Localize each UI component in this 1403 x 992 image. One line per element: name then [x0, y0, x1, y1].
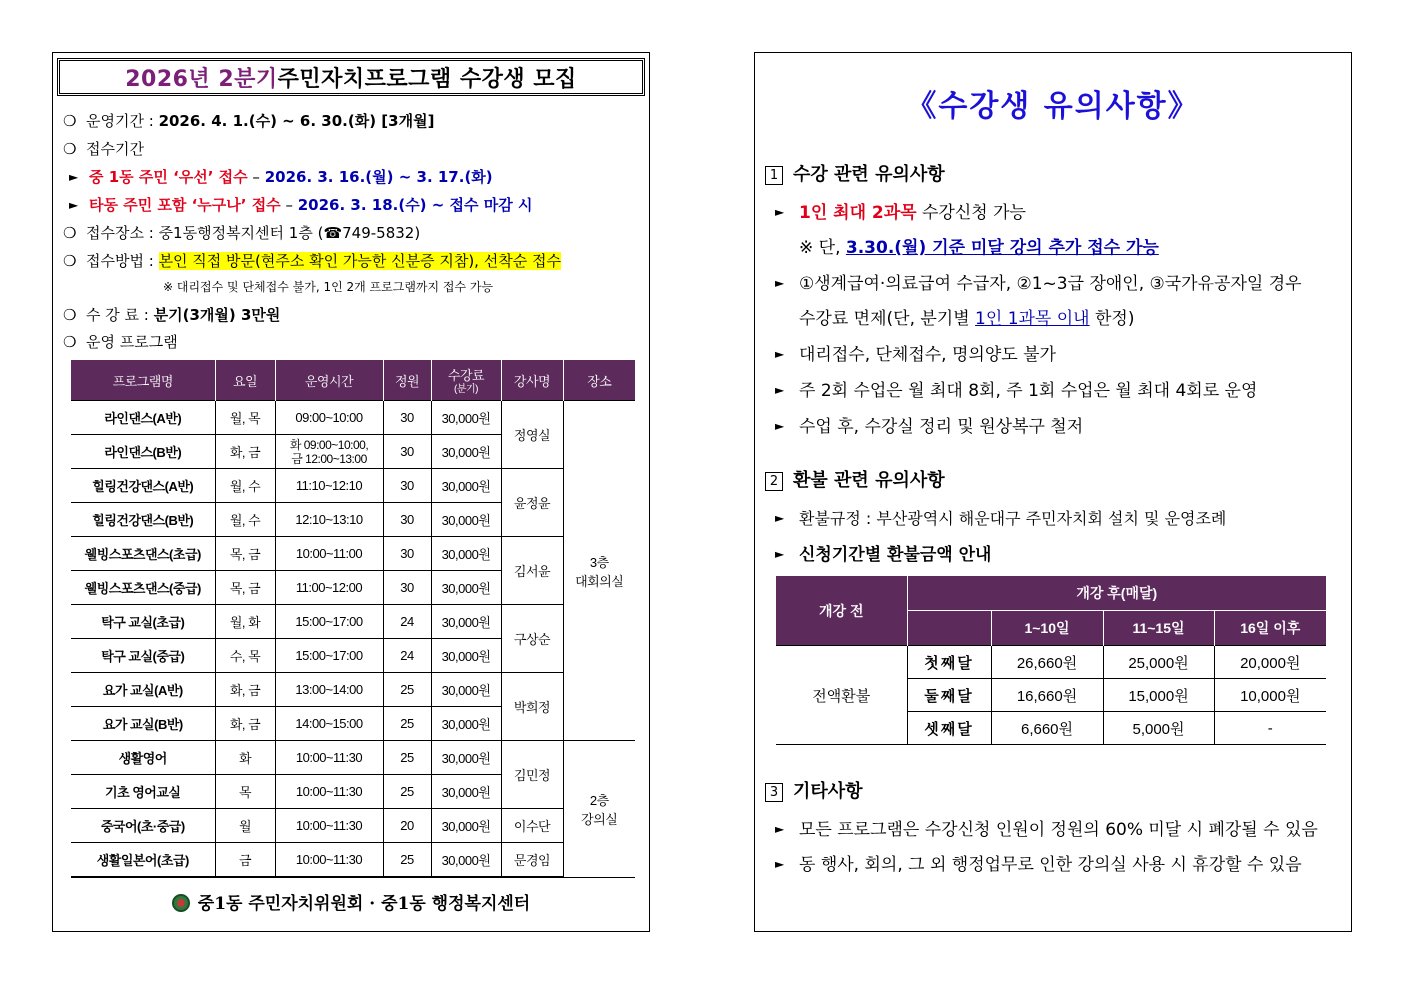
- bullet-icon: ❍: [63, 140, 77, 158]
- program-teacher: 정영실: [501, 401, 563, 469]
- col-capacity: 정원: [383, 360, 431, 401]
- arrow-icon: ►: [775, 347, 785, 361]
- program-capacity: 20: [383, 809, 431, 843]
- program-teacher: 윤정윤: [501, 469, 563, 537]
- section-title: 기타사항: [793, 781, 863, 802]
- refund-amount: 20,000원: [1214, 646, 1326, 679]
- exemption-targets: ①생계급여·의료급여 수급자, ②1~3급 장애인, ③국가유공자일 경우: [799, 274, 1302, 294]
- refund-header-row: [776, 576, 1326, 611]
- program-teacher: 문경임: [501, 843, 563, 878]
- col-time: 운영시간: [275, 360, 383, 401]
- place-value: 중1동행정복지센터 1층 (☎749-5832): [158, 224, 421, 242]
- refund-amount: -: [1214, 712, 1326, 745]
- organizer-text: 중1동 주민자치위원회 · 중1동 행정복지센터: [197, 894, 531, 914]
- program-time: 15:00~17:00: [275, 605, 383, 639]
- refund-month: 셋째달: [907, 712, 991, 745]
- program-capacity: 30: [383, 571, 431, 605]
- period-label: 운영기간 :: [86, 112, 159, 130]
- program-time: 10:00~11:30: [275, 843, 383, 878]
- program-day: 월, 수: [215, 469, 275, 503]
- reception-anyone: 타동 주민 포함 ‘누구나’ 접수: [89, 196, 281, 214]
- reception-anyone-date: 2026. 3. 18.(수) ~ 접수 마감 시: [297, 196, 533, 214]
- program-fee: 30,000원: [431, 605, 501, 639]
- section-3-item: [775, 815, 1318, 840]
- program-time: 11:10~12:10: [275, 469, 383, 503]
- col-fee: [431, 360, 501, 401]
- arrow-icon: ►: [69, 170, 79, 184]
- max-subjects-rest: 수강신청 가능: [916, 203, 1026, 223]
- table-row: [71, 741, 635, 775]
- program-time: 10:00~11:30: [275, 775, 383, 809]
- district-emblem-icon: [172, 894, 190, 912]
- bullet-icon: ❍: [63, 112, 77, 130]
- program-name: 웰빙스포츠댄스(초급): [71, 537, 215, 571]
- program-capacity: 30: [383, 537, 431, 571]
- place-line1: 3층: [589, 554, 609, 570]
- program-time: 10:00~11:30: [275, 741, 383, 775]
- table-row: [776, 646, 1326, 679]
- operation-period: [63, 110, 434, 131]
- bullet-icon: ❍: [63, 252, 77, 270]
- section-1-note: [799, 233, 1159, 258]
- section-title: 환불 관련 유의사항: [793, 470, 945, 491]
- arrow-icon: ►: [775, 857, 785, 871]
- program-name: 기초 영어교실: [71, 775, 215, 809]
- program-capacity: 25: [383, 707, 431, 741]
- program-fee: 30,000원: [431, 571, 501, 605]
- program-teacher: 이수단: [501, 809, 563, 843]
- program-day: 금: [215, 843, 275, 878]
- col-place: 장소: [563, 360, 635, 401]
- exemption-prefix: 수강료 면제(단, 분기별: [799, 309, 976, 329]
- program-fee: 30,000원: [431, 775, 501, 809]
- program-capacity: 30: [383, 469, 431, 503]
- table-row: [71, 401, 635, 435]
- program-table: [71, 360, 635, 878]
- item-text: 대리접수, 단체접수, 명의양도 불가: [799, 345, 1056, 365]
- max-subjects: 1인 최대 2과목: [799, 203, 917, 223]
- program-name: 생활영어: [71, 741, 215, 775]
- program-place: [563, 401, 635, 741]
- program-day: 월: [215, 809, 275, 843]
- title-main: 주민자치프로그램 수강생 모집: [277, 66, 577, 92]
- fee-info: [63, 304, 280, 325]
- program-time: 13:00~14:00: [275, 673, 383, 707]
- table-row: [71, 605, 635, 639]
- programs-label: 운영 프로그램: [86, 333, 178, 351]
- section-number: 3: [765, 783, 783, 802]
- title-quarter: 2026년 2분기: [125, 66, 278, 92]
- program-time: 12:10~13:10: [275, 503, 383, 537]
- reception-priority-date: 2026. 3. 16.(월) ~ 3. 17.(화): [264, 168, 493, 186]
- item-text: 환불규정 : 부산광역시 해운대구 주민자치회 설치 및 운영조례: [799, 509, 1227, 528]
- program-time: 15:00~17:00: [275, 639, 383, 673]
- program-fee: 30,000원: [431, 503, 501, 537]
- program-day: 목: [215, 775, 275, 809]
- program-fee: 30,000원: [431, 673, 501, 707]
- recruitment-notice-panel: [52, 52, 650, 932]
- program-name: 생활일본어(초급): [71, 843, 215, 878]
- notice-heading: 《수강생 유의사항》: [906, 89, 1200, 124]
- col-after-start: 개강 후(매달): [907, 576, 1326, 611]
- program-name: 라인댄스(B반): [71, 435, 215, 469]
- exemption-suffix: 한정): [1089, 309, 1135, 329]
- col-day-16-after: 16일 이후: [1214, 611, 1326, 646]
- section-1-item: [775, 198, 1026, 223]
- item-text: 모든 프로그램은 수강신청 인원이 정원의 60% 미달 시 폐강될 수 있음: [799, 820, 1318, 840]
- program-time: 10:00~11:30: [275, 809, 383, 843]
- method-label: 접수방법 :: [86, 252, 159, 270]
- refund-amount: 26,660원: [991, 646, 1103, 679]
- section-1-item: [775, 269, 1302, 294]
- arrow-icon: ►: [775, 511, 785, 525]
- program-day: 화, 금: [215, 707, 275, 741]
- section-2-heading: [765, 466, 945, 492]
- program-name: 힐링건강댄스(B반): [71, 503, 215, 537]
- item-text: 주 2회 수업은 월 최대 8회, 주 1회 수업은 월 최대 4회로 운영: [799, 381, 1258, 401]
- time-line2: 금 12:00~13:00: [291, 451, 367, 466]
- section-number: 1: [765, 166, 783, 185]
- time-line1: 화 09:00~10:00,: [289, 437, 369, 452]
- col-before-start: 개강 전: [776, 576, 907, 646]
- table-row: [71, 809, 635, 843]
- section-title: 수강 관련 유의사항: [793, 164, 945, 185]
- col-name: 프로그램명: [71, 360, 215, 401]
- program-day: 월, 수: [215, 503, 275, 537]
- program-capacity: 24: [383, 639, 431, 673]
- program-day: 월, 목: [215, 401, 275, 435]
- refund-month: 첫째달: [907, 646, 991, 679]
- organizer-footer: [53, 889, 649, 914]
- program-day: 화, 금: [215, 435, 275, 469]
- program-name: 웰빙스포츠댄스(중급): [71, 571, 215, 605]
- reception-method: [63, 250, 561, 271]
- program-table-header: [71, 360, 635, 401]
- program-capacity: 24: [383, 605, 431, 639]
- refund-amount: 16,660원: [991, 679, 1103, 712]
- section-1-item: [775, 376, 1257, 401]
- refund-amount: 15,000원: [1103, 679, 1214, 712]
- program-capacity: 25: [383, 843, 431, 878]
- program-teacher: 박희정: [501, 673, 563, 741]
- item-text: 수업 후, 수강실 정리 및 원상복구 철저: [799, 417, 1084, 437]
- section-1-heading: [765, 160, 945, 186]
- section-1-item-cont: [799, 304, 1135, 329]
- program-day: 월, 화: [215, 605, 275, 639]
- section-2-item: [775, 506, 1226, 529]
- place-label: 접수장소 :: [86, 224, 159, 242]
- program-fee: 30,000원: [431, 741, 501, 775]
- program-capacity: 25: [383, 775, 431, 809]
- table-row: [71, 673, 635, 707]
- reception-label: 접수기간: [86, 140, 144, 158]
- programs-heading: [63, 331, 178, 352]
- program-time: 09:00~10:00: [275, 401, 383, 435]
- method-value: 본인 직접 방문(현주소 확인 가능한 신분증 지참), 선착순 접수: [158, 252, 561, 270]
- reception-line-1: [69, 166, 493, 187]
- exemption-limit: 1인 1과목 이내: [975, 309, 1090, 329]
- notice-title: [57, 58, 645, 96]
- program-day: 화, 금: [215, 673, 275, 707]
- table-row: [71, 469, 635, 503]
- program-fee: 30,000원: [431, 843, 501, 878]
- arrow-icon: ►: [775, 383, 785, 397]
- refund-table: [776, 576, 1326, 745]
- section-1-item: [775, 340, 1056, 365]
- program-fee: 30,000원: [431, 809, 501, 843]
- program-name: 탁구 교실(중급): [71, 639, 215, 673]
- section-1-item: [775, 412, 1083, 437]
- program-time: 11:00~12:00: [275, 571, 383, 605]
- method-note: ※ 대리접수 및 단체접수 불가, 1인 2개 프로그램까지 접수 가능: [163, 280, 494, 294]
- program-name: 요가 교실(A반): [71, 673, 215, 707]
- program-day: 목, 금: [215, 571, 275, 605]
- program-day: 목, 금: [215, 537, 275, 571]
- bullet-icon: ❍: [63, 333, 77, 351]
- student-notice-panel: [754, 52, 1352, 932]
- reception-period: [63, 138, 144, 159]
- program-capacity: 25: [383, 741, 431, 775]
- arrow-icon: ►: [775, 822, 785, 836]
- program-teacher: 김민정: [501, 741, 563, 809]
- program-day: 화: [215, 741, 275, 775]
- section-2-item: [775, 540, 991, 565]
- note-prefix: ※ 단,: [799, 238, 846, 258]
- place-line2: 대회의실: [575, 573, 624, 589]
- refund-amount: 25,000원: [1103, 646, 1214, 679]
- col-fee-label: 수강료: [447, 368, 485, 383]
- arrow-icon: ►: [775, 205, 785, 219]
- program-fee: 30,000원: [431, 537, 501, 571]
- table-row: [71, 537, 635, 571]
- item-text: 신청기간별 환불금액 안내: [799, 545, 992, 565]
- program-capacity: 30: [383, 435, 431, 469]
- program-teacher: 구상순: [501, 605, 563, 673]
- item-text: 동 행사, 회의, 그 외 행정업무로 인한 강의실 사용 시 휴강할 수 있음: [799, 855, 1302, 875]
- program-fee: 30,000원: [431, 707, 501, 741]
- program-capacity: 30: [383, 503, 431, 537]
- col-day-11-15: 11~15일: [1103, 611, 1214, 646]
- program-fee: 30,000원: [431, 639, 501, 673]
- table-row: [71, 843, 635, 878]
- program-place: [563, 741, 635, 878]
- bullet-icon: ❍: [63, 306, 77, 324]
- program-fee: 30,000원: [431, 401, 501, 435]
- dash: –: [280, 196, 298, 214]
- arrow-icon: ►: [69, 198, 79, 212]
- program-capacity: 30: [383, 401, 431, 435]
- program-capacity: 25: [383, 673, 431, 707]
- extra-reception-note: 3.30.(월) 기준 미달 강의 추가 접수 가능: [845, 238, 1159, 258]
- refund-amount: 10,000원: [1214, 679, 1326, 712]
- period-value: 2026. 4. 1.(수) ~ 6. 30.(화) [3개월]: [158, 112, 435, 130]
- section-3-item: [775, 850, 1302, 875]
- arrow-icon: ►: [775, 276, 785, 290]
- col-fee-sub: (분기): [454, 384, 478, 395]
- col-day-1-10: 1~10일: [991, 611, 1103, 646]
- program-name: 힐링건강댄스(A반): [71, 469, 215, 503]
- program-name: 요가 교실(B반): [71, 707, 215, 741]
- section-3-heading: [765, 777, 863, 803]
- arrow-icon: ►: [775, 547, 785, 561]
- refund-month: 둘째달: [907, 679, 991, 712]
- place-line1: 2층: [589, 792, 609, 808]
- refund-amount: 5,000원: [1103, 712, 1214, 745]
- refund-amount: 6,660원: [991, 712, 1103, 745]
- place-line2: 강의실: [581, 811, 618, 827]
- program-day: 수, 목: [215, 639, 275, 673]
- full-refund-cell: 전액환불: [776, 646, 907, 745]
- program-fee: 30,000원: [431, 469, 501, 503]
- program-name: 중국어(초·중급): [71, 809, 215, 843]
- program-name: 탁구 교실(초급): [71, 605, 215, 639]
- col-day: 요일: [215, 360, 275, 401]
- program-time: 14:00~15:00: [275, 707, 383, 741]
- program-teacher: 김서윤: [501, 537, 563, 605]
- reception-priority: 중 1동 주민 ‘우선’ 접수: [89, 168, 248, 186]
- reception-line-2: [69, 194, 532, 215]
- bullet-icon: ❍: [63, 224, 77, 242]
- program-name: 라인댄스(A반): [71, 401, 215, 435]
- col-month-blank: [907, 611, 991, 646]
- dash: –: [247, 168, 265, 186]
- program-time: 10:00~11:00: [275, 537, 383, 571]
- section-number: 2: [765, 472, 783, 491]
- reception-place: [63, 222, 420, 243]
- fee-value: 분기(3개월) 3만원: [153, 306, 281, 324]
- program-fee: 30,000원: [431, 435, 501, 469]
- fee-label: 수 강 료 :: [86, 306, 154, 324]
- program-time: [275, 435, 383, 469]
- col-teacher: 강사명: [501, 360, 563, 401]
- arrow-icon: ►: [775, 419, 785, 433]
